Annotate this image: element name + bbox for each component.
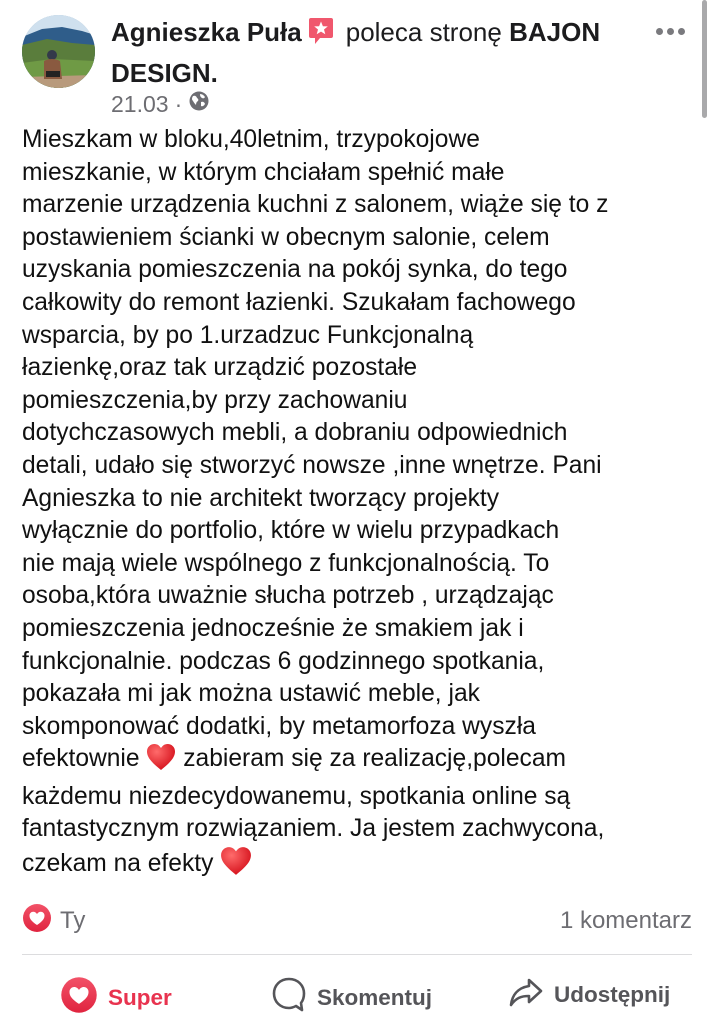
body-line: postawieniem ścianki w obecnym salonie, celem bbox=[22, 223, 550, 251]
body-line: nie mają wiele wspólnego z funkcjonalnością. To bbox=[22, 549, 550, 577]
body-line: łazienkę,oraz tak urządzić pozostałe bbox=[22, 354, 418, 382]
comment-bubble-icon bbox=[271, 976, 307, 1020]
reactions-summary bbox=[22, 904, 692, 938]
meta-separator: · bbox=[174, 90, 183, 117]
body-line: pokazała mi jak można ustawić meble, jak bbox=[22, 680, 480, 708]
more-dot-icon bbox=[667, 28, 674, 35]
body-line: pomieszczenia,by przy zachowaniu bbox=[22, 386, 408, 414]
body-line: marzenie urządzenia kuchni z salonem, wiąże się to z bbox=[22, 191, 609, 219]
post-meta bbox=[111, 90, 210, 118]
body-line bbox=[22, 846, 702, 886]
body-line: osoba,która uważnie słucha potrzeb , urządzając bbox=[22, 582, 554, 610]
love-reaction-icon bbox=[22, 903, 52, 940]
body-text-fragment: czekam na efekty bbox=[22, 850, 221, 878]
page-name-line1[interactable]: BAJON bbox=[509, 17, 601, 47]
body-line: każdemu niezdecydowanemu, spotkania online są bbox=[22, 782, 571, 810]
reactors-link[interactable] bbox=[22, 903, 85, 940]
author-avatar[interactable] bbox=[22, 15, 95, 88]
more-dot-icon bbox=[656, 28, 663, 35]
comment-label: Skomentuj bbox=[317, 985, 433, 1010]
author-name[interactable]: Agnieszka Puła bbox=[111, 17, 302, 47]
reactors-text: Ty bbox=[60, 907, 86, 934]
share-button[interactable] bbox=[508, 976, 670, 1014]
super-reaction-button[interactable] bbox=[60, 976, 172, 1020]
body-line: fantastycznym rozwiązaniem. Ja jestem zachwycona, bbox=[22, 815, 605, 843]
body-line: detali, udało się stworzyć nowsze ,inne wnętrze. Pani bbox=[22, 451, 602, 479]
divider bbox=[22, 954, 692, 955]
comments-count-link[interactable]: 1 komentarz bbox=[559, 907, 692, 934]
share-label: Udostępnij bbox=[554, 982, 671, 1007]
page-name-line2[interactable]: DESIGN. bbox=[111, 58, 218, 88]
body-line bbox=[22, 743, 702, 781]
super-label: Super bbox=[108, 985, 172, 1010]
body-line: skomponować dodatki, by metamorfoza wyszła bbox=[22, 712, 536, 740]
post-date[interactable]: 21.03 bbox=[111, 90, 169, 117]
body-line: wyłącznie do portfolio, które w wielu przypadkach bbox=[22, 517, 560, 545]
action-bar bbox=[0, 968, 714, 1016]
body-line: wsparcia, by po 1.urzadzuc Funkcjonalną bbox=[22, 321, 474, 349]
body-line: pomieszczenia jednocześnie że smakiem jak i bbox=[22, 614, 524, 642]
body-line: Agnieszka to nie architekt tworzący projekty bbox=[22, 484, 500, 512]
body-line: uzyskania pomieszczenia na pokój synka, do tego bbox=[22, 256, 568, 284]
scrollbar[interactable] bbox=[702, 0, 707, 118]
love-reaction-icon bbox=[60, 976, 98, 1020]
more-dot-icon bbox=[678, 28, 685, 35]
globe-icon bbox=[188, 90, 210, 118]
red-heart-emoji-icon bbox=[220, 846, 252, 886]
post-body bbox=[22, 124, 702, 886]
body-text-fragment: zabieram się za realizację,polecam bbox=[176, 745, 566, 773]
body-line: Mieszkam w bloku,40letnim, trzypokojowe bbox=[22, 126, 480, 153]
body-line: dotychczasowych mebli, a dobraniu odpowiednich bbox=[22, 419, 568, 447]
red-heart-emoji-icon bbox=[146, 743, 176, 781]
body-line: mieszkanie, w którym chciałam spełnić małe bbox=[22, 158, 505, 186]
post-header bbox=[111, 14, 651, 92]
body-line: całkowity do remont łazienki. Szukałam fachowego bbox=[22, 288, 576, 316]
share-arrow-icon bbox=[508, 976, 544, 1014]
body-line: funkcjonalnie. podczas 6 godzinnego spotkania, bbox=[22, 647, 545, 675]
more-options-button[interactable] bbox=[656, 22, 696, 42]
body-text-fragment: efektownie bbox=[22, 745, 147, 773]
action-text: poleca stronę bbox=[345, 17, 502, 47]
recommend-star-icon bbox=[308, 17, 334, 55]
comment-button[interactable] bbox=[271, 976, 432, 1020]
